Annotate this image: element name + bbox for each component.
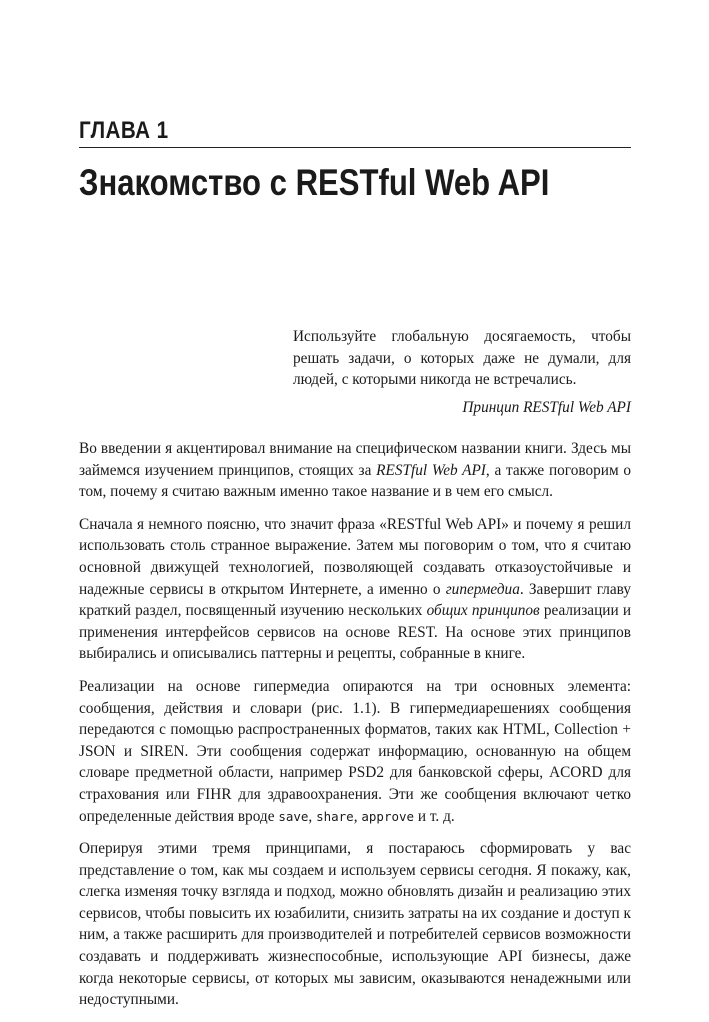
code-save: save (278, 808, 309, 824)
epigraph-source: Принцип RESTful Web API (462, 399, 631, 416)
body-text (79, 438, 631, 1022)
paragraph-3: Реализации на основе гипермедиа опираются на три основных элемента: сообщения, действия и словари (рис. 1.1). В гипермедиарешениях сообщения передаются с помощью распространенных форматов, таких как HTML, Collection + JSON и SIREN. Эти сообщения содержат информацию, основанную на общем словаре предметной области, например PSD2 для банковской сферы, ACORD для страхования или FIHR для здравоохранения. Эти же сообщения включают четко определенные действия вроде save, share, approve и т. д. (79, 677, 631, 825)
chapter-label: ГЛАВА 1 (79, 117, 169, 144)
epigraph-text: Используйте глобальную досягаемость, чтобы решать задачи, о которых даже не думали, для людей, с которыми никогда не встречались. (293, 328, 631, 388)
paragraph-4: Оперируя этими тремя принципами, я постараюсь сформировать у вас представление о том, как мы создаем и используем сервисы сегодня. Я покажу, как, слегка изменяя точку взгляда и подход, можно обновлять дизайн и реализацию этих сервисов, чтобы повысить их юзабилити, снизить затраты на их создание и доступ к ним, а также расширить для производителей и потребителей сервисов возможности создавать и поддерживать жизнеспособные, использующие API бизнесы, даже когда некоторые сервисы, от которых мы зависим, оказываются ненадежными или недоступными. (79, 840, 631, 1009)
code-approve: approve (361, 808, 415, 824)
paragraph-1: Во введении я акцентировал внимание на специфическом названии книги. Здесь мы займемся изучением принципов, стоящих за RESTful Web API, а также поговорим о том, почему я считаю важным именно такое название и в чем его смысл. (79, 440, 632, 501)
code-share: share (316, 808, 354, 824)
chapter-title: Знакомство с RESTful Web API (79, 162, 550, 203)
chapter-divider (79, 147, 631, 148)
paragraph-2: Сначала я немного поясню, что значит фраза «RESTful Web API» и почему я решил использовать столь странное выражение. Затем мы поговорим о том, что я считаю основной движущей технологией, позволяющей создавать отказоустойчивые и надежные сервисы в открытом Интернете, а именно о гипермедиа. Завершит главу краткий раздел, посвященный изучению нескольких общих принципов реализации и применения интерфейсов сервисов на основе REST. На основе этих принципов выбирались и описывались паттерны и рецепты, собранные в книге. (79, 515, 632, 663)
